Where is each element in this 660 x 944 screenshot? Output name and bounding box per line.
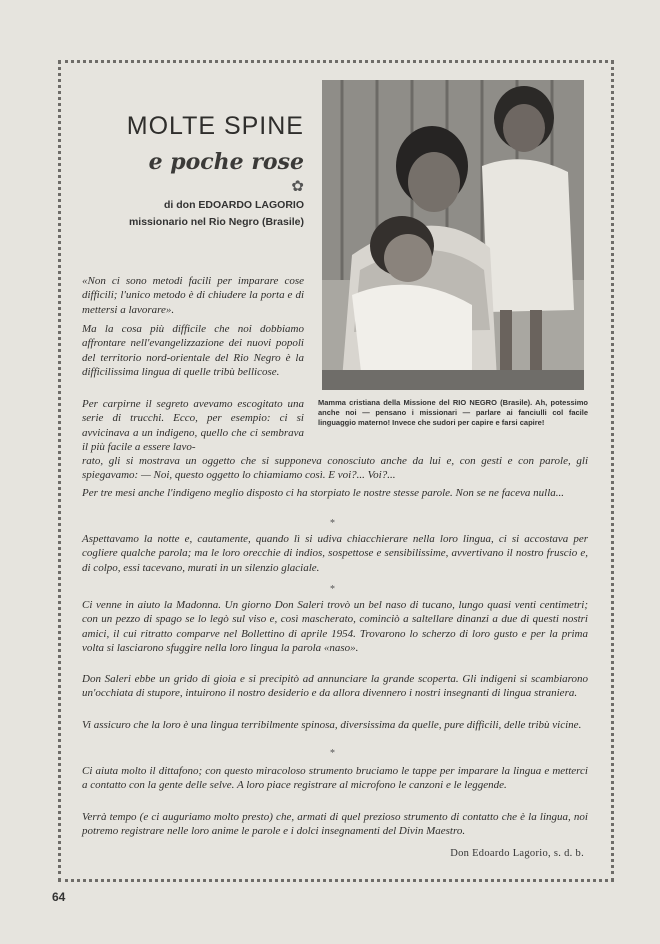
paragraph-night: Aspettavamo la notte e, cautamente, quando lì si udiva chiacchierare nella loro lingua, ci si accostava per cogliere qualche parola; ma le loro orecchie di indios, sospettose e sensibilissime, avvertivano il nostro fruscio e, di colpo, essi tacevano, murati in un silenzio glaciale. <box>82 533 588 574</box>
paragraph-thorny-language: Vi assicuro che la loro è una lingua terribilmente spinosa, diversissima da quelle, pure difficili, delle tribù vicine. <box>82 719 582 731</box>
paragraph-discovery: Don Saleri ebbe un grido di gioia e si precipitò ad annunciare la grande scoperta. Gli indigeni si scambiarono un'occhiata di stupore, intuirono il nostro desiderio e da allora divennero i nostri insegnanti di lingua straniera. <box>82 673 588 700</box>
title-block <box>82 112 304 230</box>
photo-caption: Mamma cristiana della Missione del RIO NEGRO (Brasile). Ah, potessimo anche noi — pensano i missionari — parlare ai fanciulli col facile linguaggio materno! Invece che sudori per capire e farsi capire! <box>318 398 588 427</box>
separator-star-3: * <box>330 748 335 759</box>
photo-mother-and-children <box>322 80 584 390</box>
paragraph-future: Verrà tempo (e ci auguriamo molto presto) che, armati di quel prezioso strumento di contatto che è la lingua, noi potremo registrare nelle loro anime le parole e i dolci insegnamenti del Divin Maestro. <box>82 811 588 838</box>
author-signature: Don Edoardo Lagorio, s. d. b. <box>450 848 584 859</box>
byline-role: missionario nel Rio Negro (Brasile) <box>128 216 304 228</box>
ornament-icon: ✿ <box>291 179 304 195</box>
photo-illustration <box>322 80 584 390</box>
paragraph-tricks-end: rato, gli si mostrava un oggetto che si supponeva conosciuto anche da lui e, con gesti e con parole, gli spiegavamo: — Noi, questo oggetto lo chiamiamo così. E voi?... Voi?... <box>82 455 588 482</box>
paragraph-tricks-start: Per carpirne il segreto avevamo escogitato una serie di trucchi. Ecco, per esempio: ci si avvicinava a un indigeno, quello che ci sembrava il più facile a essere lavo- <box>82 398 304 453</box>
page-number: 64 <box>52 890 66 904</box>
article-title: MOLTE SPINE <box>126 112 304 140</box>
paragraph-madonna: Ci venne in aiuto la Madonna. Un giorno Don Saleri trovò un bel naso di tucano, lungo quasi venti centimetri; con un pezzo di spago se lo legò sul viso e, così mascherato, cominciò a saltellare dinanzi a due di questi nostri amici, il cui ritratto comparve nel Bollettino di aprile 1954. Trovarono lo scherzo di loro gusto e per la prima volta si lasciarono sfuggire nella loro lingua la parola «naso». <box>82 599 588 654</box>
paragraph-language: Ma la cosa più difficile che noi dobbiamo affrontare nell'evangelizzazione dei nuovi popoli del territorio nord-orientale del Rio Negro è la difficilissima lingua di quelle tribù bellicose. <box>82 323 304 378</box>
paragraph-quote: «Non ci sono metodi facili per imparare cose difficili; l'unico metodo è di chiudere la porta e di mettersi a lavorare». <box>82 275 304 316</box>
paragraph-three-months: Per tre mesi anche l'indigeno meglio disposto ci ha storpiato le nostre stesse parole. Non se ne faceva nulla... <box>82 487 565 499</box>
separator-star-1: * <box>330 518 335 529</box>
byline-author: di don EDOARDO LAGORIO <box>164 199 304 211</box>
paragraph-dictaphone: Ci aiuta molto il dittafono; con questo miracoloso strumento bruciamo le tappe per imparare la lingua e metterci a contatto con la gente delle selve. A loro piace registrare al microfono le canzoni e le leggende. <box>82 765 588 792</box>
separator-star-2: * <box>330 584 335 595</box>
article-subtitle: e poche rose <box>148 149 304 175</box>
